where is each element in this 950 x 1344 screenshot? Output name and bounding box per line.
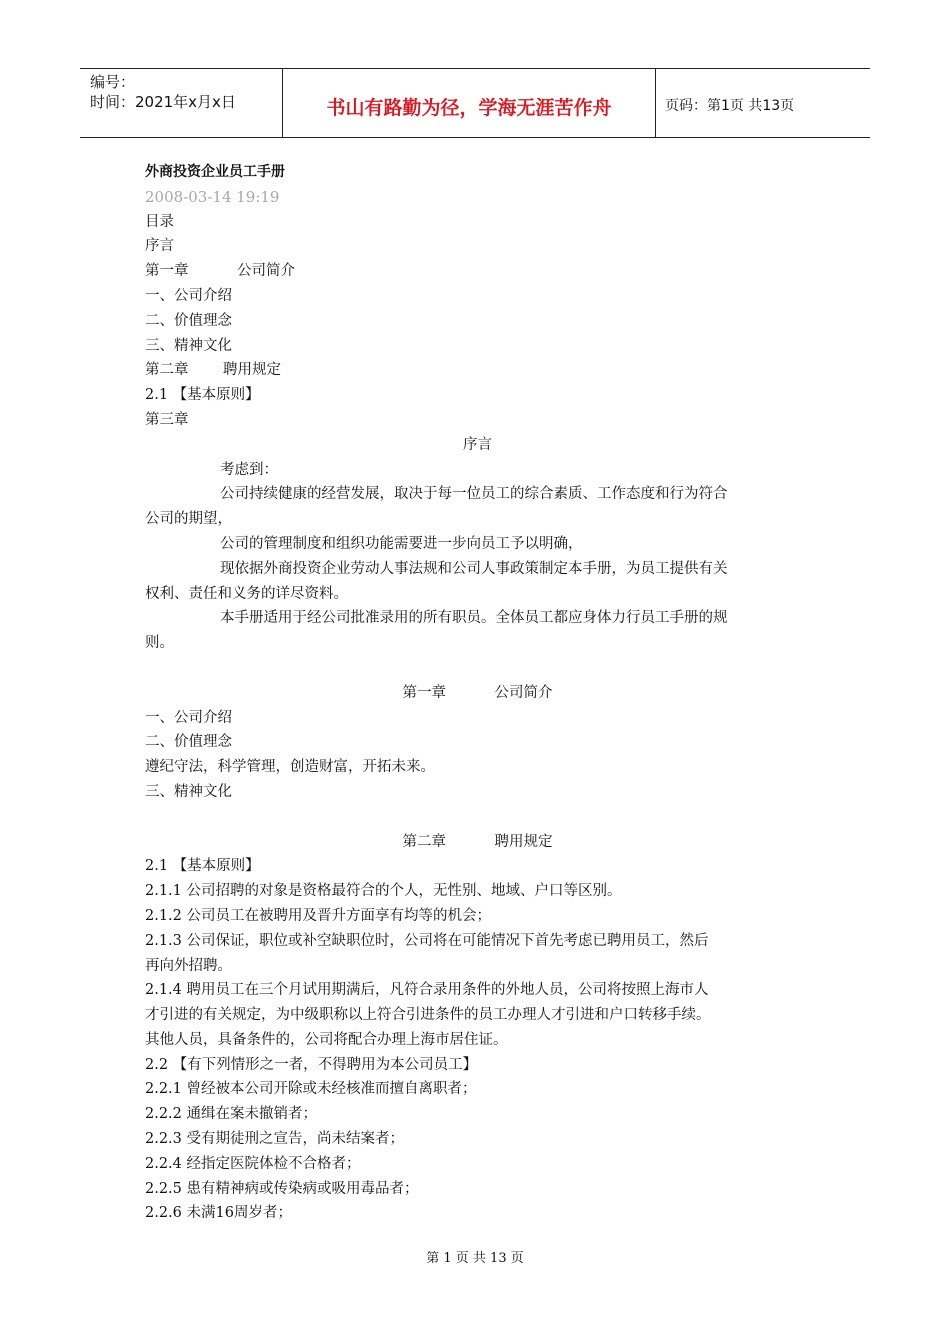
toc-item: 2.1 【基本原则】	[145, 387, 260, 404]
chapter-1-heading	[145, 681, 810, 706]
chapter-2-heading	[145, 830, 810, 855]
toc-chapter-1-title: 公司简介	[237, 263, 295, 280]
preface-paragraph: 公司的管理制度和组织功能需要进一步向员工予以明确，	[220, 535, 583, 552]
preface-paragraph-cont: 权利、责任和义务的详尽资料。	[145, 585, 348, 602]
chapter-1-line: 遵纪守法，科学管理，创造财富，开拓未来。	[145, 759, 435, 776]
clause: 2.1.1 公司招聘的对象是资格最符合的个人，无性别、地域、户口等区别。	[145, 883, 622, 900]
clause-cont: 其他人员，具备条件的，公司将配合办理上海市居住证。	[145, 1031, 508, 1048]
toc-label: 目录	[145, 213, 174, 230]
chapter-1-line: 三、精神文化	[145, 783, 232, 800]
preface-paragraph: 现依据外商投资企业劳动人事法规和公司人事政策制定本手册，为员工提供有关	[220, 560, 728, 577]
document-body	[145, 160, 810, 1226]
page-header	[80, 68, 870, 138]
spacer	[145, 656, 810, 681]
toc-item: 二、价值理念	[145, 312, 232, 329]
clause: 2.2.3 受有期徒刑之宣告，尚未结案者；	[145, 1131, 405, 1148]
clause: 2.2.5 患有精神病或传染病或吸用毒品者；	[145, 1180, 419, 1197]
chapter-1-line: 二、价值理念	[145, 734, 232, 751]
preface-paragraph-cont: 公司的期望，	[145, 511, 232, 528]
number-label: 编号：	[90, 73, 136, 91]
spacer	[145, 805, 810, 830]
toc-chapter-2-title: 聘用规定	[223, 362, 281, 379]
clause: 2.2.6 未满16周岁者；	[145, 1205, 292, 1222]
preface-paragraph: 考虑到：	[220, 461, 278, 478]
clause: 2.1.2 公司员工在被聘用及晋升方面享有均等的机会；	[145, 907, 492, 924]
toc-chapter-1-number: 第一章	[145, 263, 189, 280]
clause: 2.1.4 聘用员工在三个月试用期满后，凡符合录用条件的外地人员，公司将按照上海市人	[145, 982, 709, 999]
toc-item: 三、精神文化	[145, 337, 232, 354]
document-date: 2008-03-14 19:19	[145, 187, 280, 206]
preface-paragraph-cont: 则。	[145, 635, 174, 652]
page-footer: 第 1 页 共 13 页	[426, 1251, 524, 1266]
toc-chapter-3: 第三章	[145, 411, 189, 428]
page-info: 页码：第1页 共13页	[665, 98, 795, 114]
section-heading: 2.2 【有下列情形之一者，不得聘用为本公司员工】	[145, 1056, 478, 1073]
toc-chapter-2	[145, 358, 810, 383]
section-heading: 2.1 【基本原则】	[145, 858, 260, 875]
chapter-2-title: 聘用规定	[494, 833, 553, 850]
chapter-1-title: 公司简介	[494, 684, 553, 701]
toc-item: 一、公司介绍	[145, 287, 232, 304]
clause: 2.2.4 经指定医院体检不合格者；	[145, 1155, 361, 1172]
clause-cont: 才引进的有关规定，为中级职称以上符合引进条件的员工办理人才引进和户口转移手续。	[145, 1007, 711, 1024]
toc-chapter-1	[145, 259, 810, 284]
clause: 2.2.2 通缉在案未撤销者；	[145, 1106, 318, 1123]
header-meta-cell	[80, 69, 282, 137]
preface-paragraph: 本手册适用于经公司批准录用的所有职员。全体员工都应身体力行员工手册的规	[220, 610, 728, 627]
clause-cont: 再向外招聘。	[145, 957, 232, 974]
toc-preface: 序言	[145, 238, 174, 255]
time-label: 时间：2021年x月x日	[90, 93, 236, 111]
chapter-1-number: 第一章	[402, 684, 446, 701]
header-page-cell	[655, 69, 870, 137]
document-title: 外商投资企业员工手册	[145, 164, 285, 180]
header-slogan-cell	[282, 69, 656, 137]
preface-heading: 序言	[463, 436, 492, 453]
chapter-2-number: 第二章	[402, 833, 446, 850]
toc-chapter-2-number: 第二章	[145, 362, 189, 379]
slogan: 书山有路勤为径，学海无涯苦作舟	[326, 97, 612, 119]
clause: 2.1.3 公司保证，职位或补空缺职位时，公司将在可能情况下首先考虑已聘用员工，然后	[145, 932, 709, 949]
preface-paragraph: 公司持续健康的经营发展，取决于每一位员工的综合素质、工作态度和行为符合	[220, 486, 728, 503]
chapter-1-line: 一、公司介绍	[145, 709, 232, 726]
clause: 2.2.1 曾经被本公司开除或未经核准而擅自离职者；	[145, 1081, 477, 1098]
